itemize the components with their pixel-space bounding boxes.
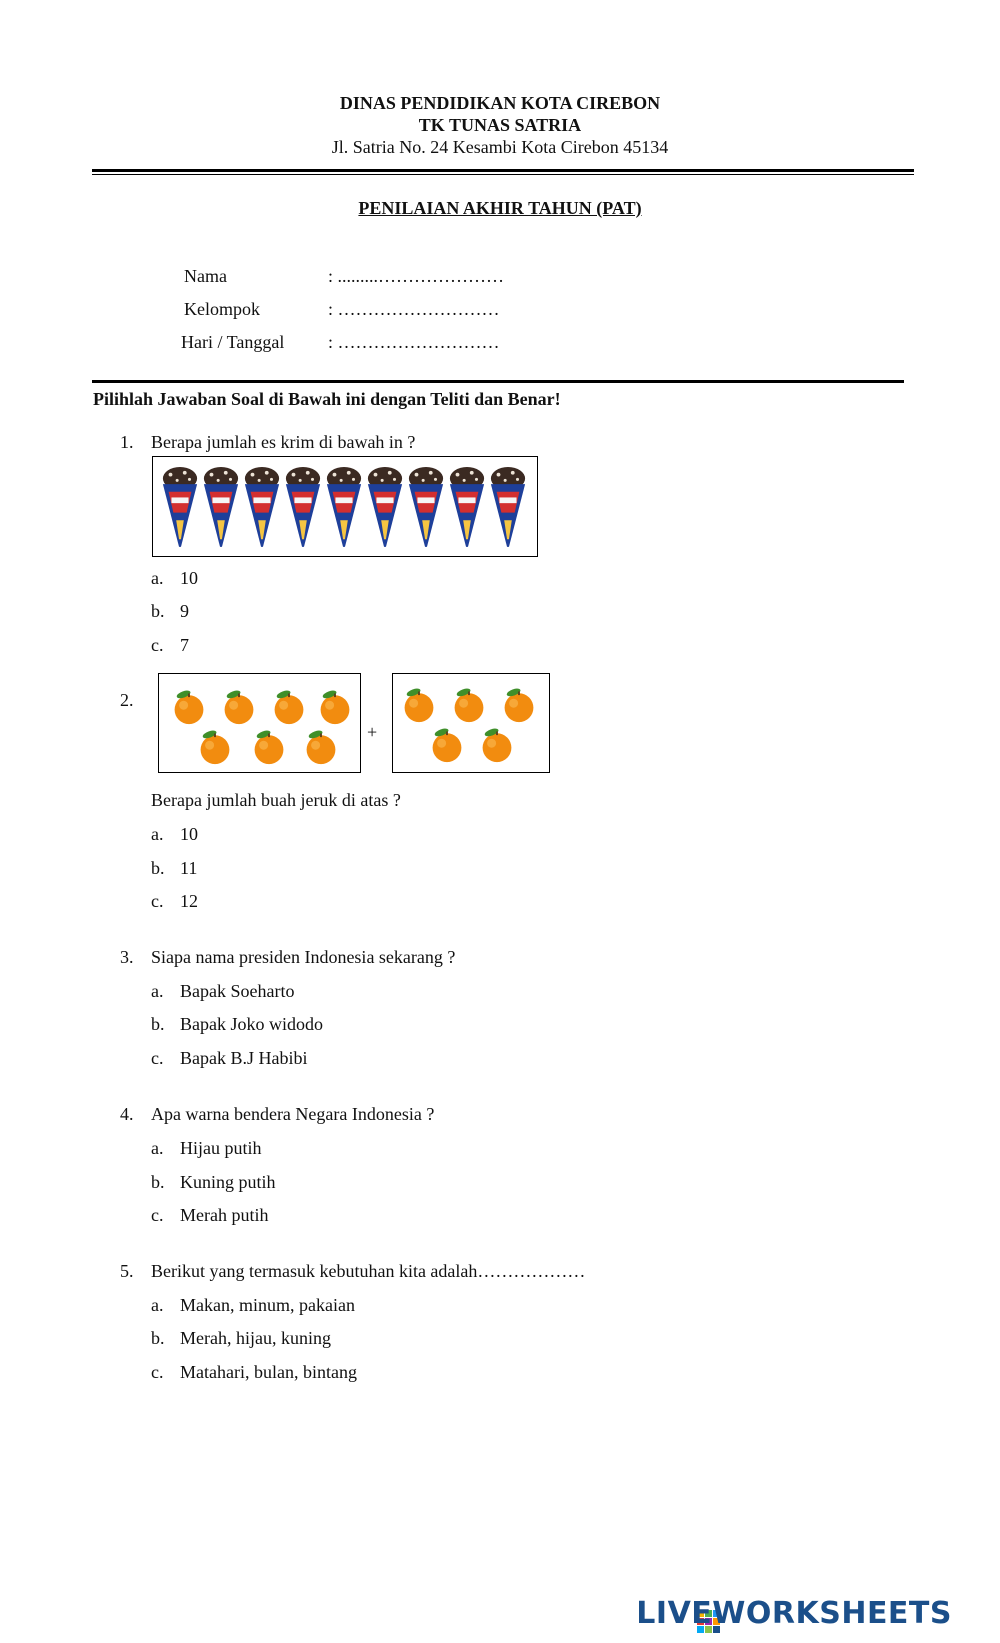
q4-option-b-letter[interactable]: b. xyxy=(151,1172,165,1192)
identity-field-date[interactable]: : ……………………… xyxy=(328,332,500,352)
ice-cream-cone-icon xyxy=(407,462,445,550)
q3-option-b[interactable]: Bapak Joko widodo xyxy=(180,1014,323,1034)
orange-fruit-icon xyxy=(271,688,307,726)
q1-number: 1. xyxy=(120,432,134,452)
orange-fruit-icon xyxy=(317,688,353,726)
q3-option-a-letter[interactable]: a. xyxy=(151,981,164,1001)
q3-option-b-letter[interactable]: b. xyxy=(151,1014,165,1034)
page-title: PENILAIAN AKHIR TAHUN (PAT) xyxy=(358,198,642,218)
q5-option-c-letter[interactable]: c. xyxy=(151,1362,164,1382)
header-school: TK TUNAS SATRIA xyxy=(418,115,582,135)
ice-cream-cone-icon xyxy=(325,462,363,550)
q3-number: 3. xyxy=(120,947,134,967)
q3-text: Siapa nama presiden Indonesia sekarang ? xyxy=(151,947,456,967)
identity-field-name[interactable]: : .........………………… xyxy=(328,266,505,286)
q1-text: Berapa jumlah es krim di bawah in ? xyxy=(151,432,416,452)
q3-option-a[interactable]: Bapak Soeharto xyxy=(180,981,295,1001)
q2-option-b[interactable]: 11 xyxy=(180,858,198,878)
orange-fruit-icon xyxy=(401,686,437,724)
orange-fruit-icon xyxy=(429,726,465,764)
header-address: Jl. Satria No. 24 Kesambi Kota Cirebon 45134 xyxy=(331,137,669,157)
q1-option-c-letter[interactable]: c. xyxy=(151,635,164,655)
ice-cream-cone-icon xyxy=(489,462,527,550)
q1-option-c[interactable]: 7 xyxy=(180,635,189,655)
orange-fruit-icon xyxy=(303,728,339,766)
q4-option-c[interactable]: Merah putih xyxy=(180,1205,269,1225)
orange-fruit-icon xyxy=(451,686,487,724)
identity-label-name: Nama xyxy=(184,266,227,286)
q3-option-c[interactable]: Bapak B.J Habibi xyxy=(180,1048,308,1068)
ice-cream-cone-icon xyxy=(161,462,199,550)
orange-fruit-icon xyxy=(501,686,537,724)
q4-text: Apa warna bendera Negara Indonesia ? xyxy=(151,1104,435,1124)
ice-cream-cone-icon xyxy=(284,462,322,550)
q5-text: Berikut yang termasuk kebutuhan kita adalah……………… xyxy=(151,1261,586,1281)
q5-option-c[interactable]: Matahari, bulan, bintang xyxy=(180,1362,357,1382)
q3-option-c-letter[interactable]: c. xyxy=(151,1048,164,1068)
q4-option-a[interactable]: Hijau putih xyxy=(180,1138,262,1158)
q5-option-b-letter[interactable]: b. xyxy=(151,1328,165,1348)
identity-label-group: Kelompok xyxy=(184,299,260,319)
header-agency: DINAS PENDIDIKAN KOTA CIREBON xyxy=(339,93,661,113)
q1-option-a[interactable]: 10 xyxy=(180,568,198,588)
instruction-text: Pilihlah Jawaban Soal di Bawah ini dengan Teliti dan Benar! xyxy=(93,389,561,409)
q2-text: Berapa jumlah buah jeruk di atas ? xyxy=(151,790,401,810)
orange-fruit-icon xyxy=(197,728,233,766)
q5-option-b[interactable]: Merah, hijau, kuning xyxy=(180,1328,331,1348)
q5-option-a-letter[interactable]: a. xyxy=(151,1295,164,1315)
section-divider xyxy=(92,380,904,383)
q4-option-c-letter[interactable]: c. xyxy=(151,1205,164,1225)
ice-cream-cone-icon xyxy=(243,462,281,550)
q2-option-c-letter[interactable]: c. xyxy=(151,891,164,911)
ice-cream-cone-icon xyxy=(202,462,240,550)
orange-fruit-icon xyxy=(171,688,207,726)
liveworksheets-brand[interactable]: LIVEWORKSHEETS xyxy=(636,1596,952,1631)
q4-option-b[interactable]: Kuning putih xyxy=(180,1172,276,1192)
orange-fruit-icon xyxy=(221,688,257,726)
q2-number: 2. xyxy=(120,690,134,710)
ice-cream-cone-icon xyxy=(448,462,486,550)
ice-cream-cone-icon xyxy=(366,462,404,550)
header-divider-thin xyxy=(92,174,914,175)
oranges-left-image xyxy=(158,673,361,773)
identity-field-group[interactable]: : ……………………… xyxy=(328,299,500,319)
q1-option-b-letter[interactable]: b. xyxy=(151,601,165,621)
q2-option-c[interactable]: 12 xyxy=(180,891,198,911)
orange-fruit-icon xyxy=(251,728,287,766)
q2-option-a[interactable]: 10 xyxy=(180,824,198,844)
q1-option-b[interactable]: 9 xyxy=(180,601,189,621)
q2-option-b-letter[interactable]: b. xyxy=(151,858,165,878)
header-divider xyxy=(92,169,914,172)
q5-option-a[interactable]: Makan, minum, pakaian xyxy=(180,1295,355,1315)
q5-number: 5. xyxy=(120,1261,134,1281)
q2-option-a-letter[interactable]: a. xyxy=(151,824,164,844)
ice-cream-image xyxy=(152,456,538,557)
q1-option-a-letter[interactable]: a. xyxy=(151,568,164,588)
identity-label-date: Hari / Tanggal xyxy=(181,332,285,352)
oranges-right-image xyxy=(392,673,550,773)
plus-sign: + xyxy=(367,722,378,742)
orange-fruit-icon xyxy=(479,726,515,764)
q4-option-a-letter[interactable]: a. xyxy=(151,1138,164,1158)
q4-number: 4. xyxy=(120,1104,134,1124)
